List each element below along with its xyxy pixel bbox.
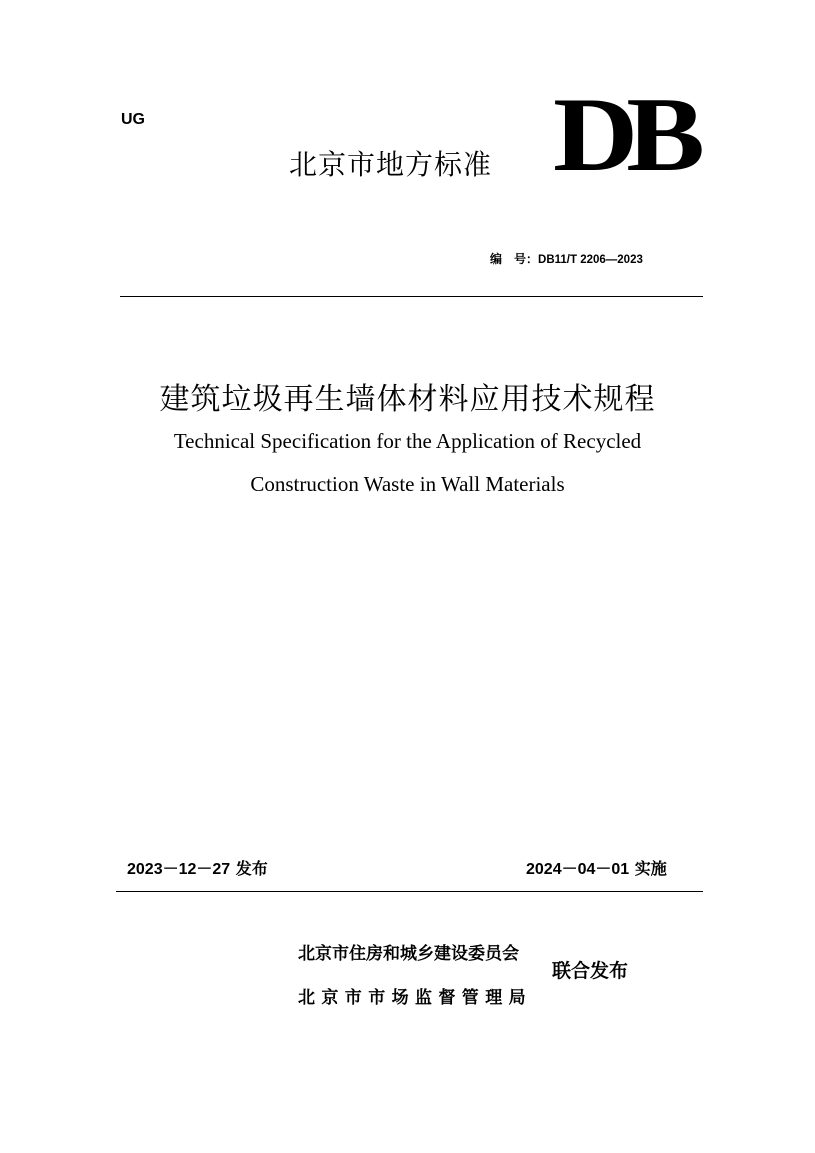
publish-date-label: 发布 <box>235 859 268 878</box>
standard-number-label: 编 号： <box>490 252 539 266</box>
standard-type-title: 北京市地方标准 <box>289 148 493 181</box>
document-title-english-line-1: Technical Specification for the Application of Recycled <box>173 429 642 453</box>
header-divider <box>120 296 703 297</box>
document-title-chinese: 建筑垃圾再生墙体材料应用技术规程 <box>159 382 656 417</box>
publish-date <box>127 857 268 882</box>
implement-date <box>526 857 667 882</box>
db-logo: DB <box>553 75 693 194</box>
joint-publication-label: 联合发布 <box>552 960 629 982</box>
footer-divider <box>116 891 703 892</box>
implement-date-value: 2024－04－01 <box>526 861 630 878</box>
issuer-market-regulation: 北京市市场监督管理局 <box>298 988 532 1008</box>
publish-date-value: 2023－12－27 <box>127 861 231 878</box>
implement-date-label: 实施 <box>634 859 667 878</box>
classification-code: UG <box>121 111 145 128</box>
document-title-english-line-2: Construction Waste in Wall Materials <box>250 472 565 496</box>
issuer-housing-commission: 北京市住房和城乡建设委员会 <box>298 944 519 964</box>
standard-number <box>490 250 680 269</box>
standard-number-value: DB11/T 2206—2023 <box>538 254 643 266</box>
